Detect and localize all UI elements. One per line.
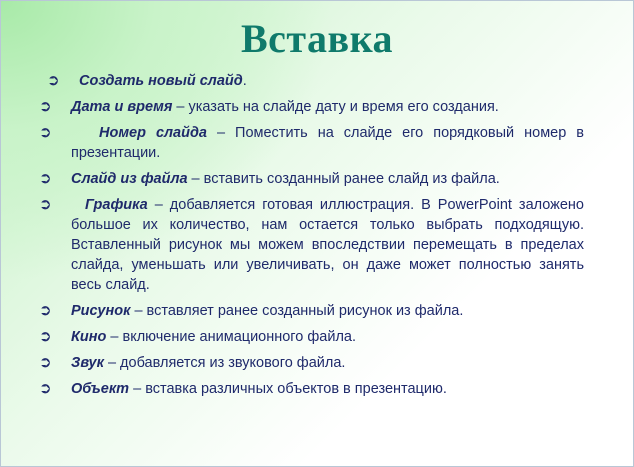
item-text: – указать на слайде дату и время его создания.	[172, 99, 499, 115]
arrow-bullet-icon: ➲	[39, 380, 52, 397]
arrow-bullet-icon: ➲	[39, 302, 52, 319]
list-item	[39, 327, 584, 347]
arrow-bullet-icon: ➲	[39, 98, 52, 115]
list-item	[39, 195, 584, 295]
item-text: .	[242, 73, 247, 89]
item-text: – добавляется готовая иллюстрация. В PowerPoint заложено большое их количество, нам остается только выбрать подходящую. Вставленный рисунок мы можем впоследствии перемещать в пределах слайда, уменьшать или увеличивать, он даже может полностью занять весь слайд.	[71, 197, 584, 293]
item-text: – вставка различных объектов в презентацию.	[129, 381, 447, 397]
arrow-bullet-icon: ➲	[39, 124, 52, 141]
list-item	[39, 169, 584, 189]
arrow-bullet-icon: ➲	[47, 72, 60, 89]
item-term: Графика	[85, 197, 148, 213]
bullet-list	[39, 71, 584, 405]
slide-title: Вставка	[240, 16, 394, 61]
list-item	[39, 97, 584, 117]
item-term: Рисунок	[71, 303, 131, 319]
item-term: Объект	[71, 381, 130, 397]
item-term: Слайд из файла	[71, 171, 188, 187]
item-term: Дата и время	[71, 99, 173, 115]
item-text: – добавляется из звукового файла.	[103, 355, 346, 371]
arrow-bullet-icon: ➲	[39, 170, 52, 187]
item-text: – включение анимационного файла.	[106, 329, 357, 345]
list-item	[39, 353, 584, 373]
item-text: – вставляет ранее созданный рисунок из файла.	[130, 303, 464, 319]
item-term: Звук	[71, 355, 104, 371]
arrow-bullet-icon: ➲	[39, 354, 52, 371]
list-item	[39, 379, 584, 399]
arrow-bullet-icon: ➲	[39, 196, 52, 213]
item-term: Кино	[71, 329, 107, 345]
item-term: Создать новый слайд	[79, 73, 243, 89]
list-item	[39, 123, 584, 163]
list-item	[47, 71, 584, 91]
arrow-bullet-icon: ➲	[39, 328, 52, 345]
item-text: – Поместить на слайде его порядковый номер в презентации.	[71, 125, 584, 161]
item-term: Номер слайда	[99, 125, 207, 141]
item-text: – вставить созданный ранее слайд из файла.	[187, 171, 500, 187]
list-item	[39, 301, 584, 321]
